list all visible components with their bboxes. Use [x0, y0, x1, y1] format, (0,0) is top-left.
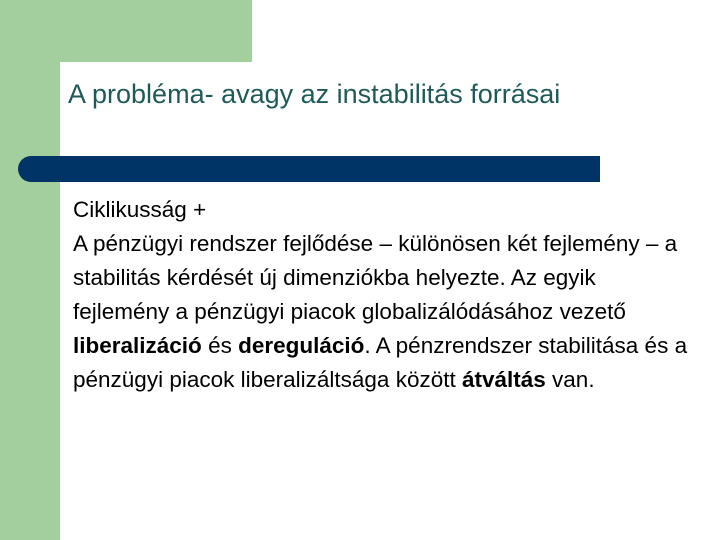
- title-underline-bar: [18, 156, 600, 182]
- term-deregulation: dereguláció: [238, 333, 365, 358]
- slide-body: [73, 193, 693, 397]
- term-liberalization: liberalizáció: [73, 333, 202, 358]
- slide-title: A probléma- avagy az instabilitás forrásai: [68, 79, 561, 109]
- top-green-band: [0, 0, 252, 62]
- left-green-band: [0, 0, 60, 540]
- para-text-3: . A pénzrendszer stabilitása és a pénzügyi piacok liberalizáltsága között: [73, 333, 688, 392]
- para-text-1: A pénzügyi rendszer fejlődése – különösen két fejlemény – a stabilitás kérdését új dimenziókba helyezte. Az egyik fejlemény a pénzügyi piacok globalizálódásához vezető: [73, 231, 678, 324]
- body-line-cyclicality: Ciklikusság +: [73, 197, 207, 222]
- term-tradeoff: átváltás: [461, 367, 546, 392]
- para-text-4: van.: [545, 367, 595, 392]
- para-text-2: és: [201, 333, 239, 358]
- body-paragraph: [73, 227, 693, 397]
